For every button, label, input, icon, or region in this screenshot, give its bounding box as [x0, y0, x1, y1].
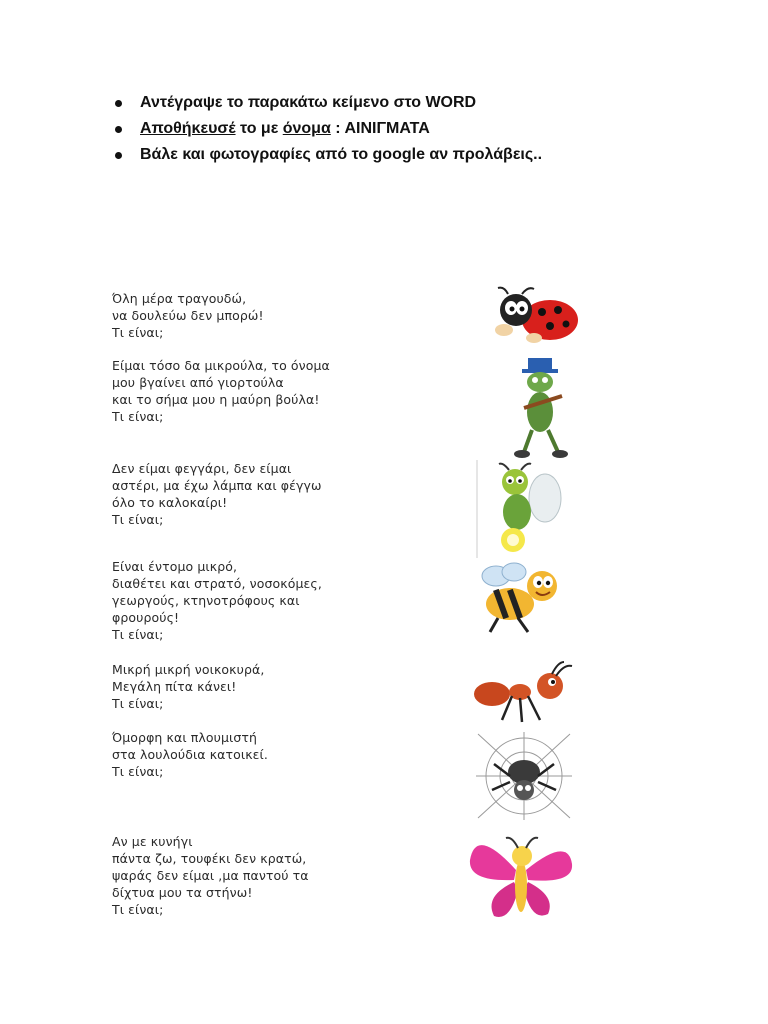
riddle-line: να δουλεύω δεν μπορώ!	[112, 308, 264, 323]
instruction-text-underlined: όνομα	[282, 120, 331, 137]
instruction-text-underlined: Αποθήκευσέ	[140, 120, 236, 137]
riddle-line: στα λουλούδια κατοικεί.	[112, 747, 268, 762]
riddle-ladybug	[112, 290, 372, 341]
riddle-question: Τι είναι;	[112, 764, 164, 779]
riddle-question: Τι είναι;	[112, 409, 164, 424]
riddle-grasshopper	[112, 357, 372, 425]
firefly-icon	[475, 460, 571, 558]
bee-icon	[474, 562, 566, 636]
spider-icon	[474, 730, 574, 822]
riddle-question: Τι είναι;	[112, 325, 164, 340]
riddle-line: διαθέτει και στρατό, νοσοκόμες,	[112, 576, 322, 591]
ladybug-icon	[486, 286, 582, 348]
riddle-line: Αν με κυνήγι	[112, 834, 193, 849]
riddle-question: Τι είναι;	[112, 696, 164, 711]
riddle-line: όλο το καλοκαίρι!	[112, 495, 228, 510]
riddle-line: Είναι έντομο μικρό,	[112, 559, 238, 574]
riddle-line: ψαράς δεν είμαι ,μα παντού τα	[112, 868, 309, 883]
riddle-line: Είμαι τόσο δα μικρούλα, το όνομα	[112, 358, 330, 373]
grasshopper-icon	[510, 356, 574, 460]
riddle-line: Όμορφη και πλουμιστή	[112, 730, 257, 745]
riddle-line: Όλη μέρα τραγουδώ,	[112, 291, 247, 306]
riddle-line: μου βγαίνει από γιορτούλα	[112, 375, 284, 390]
riddle-line: γεωργούς, κτηνοτρόφους και	[112, 593, 300, 608]
riddle-line: δίχτυα μου τα στήνω!	[112, 885, 253, 900]
instruction-text: Βάλε και φωτογραφίες από το google αν προλάβεις..	[140, 146, 543, 163]
riddle-line: φρουρούς!	[112, 610, 180, 625]
riddle-firefly	[112, 460, 372, 528]
instruction-text: Αντέγραψε το παρακάτω κείμενο στο WORD	[140, 94, 477, 111]
riddle-line: αστέρι, μα έχω λάμπα και φέγγω	[112, 478, 322, 493]
riddle-bee	[112, 558, 372, 643]
riddle-ant	[112, 661, 372, 712]
riddle-line: Μικρή μικρή νοικοκυρά,	[112, 662, 265, 677]
riddle-line: και το σήμα μου η μαύρη βούλα!	[112, 392, 320, 407]
riddle-butterfly	[112, 833, 372, 918]
riddle-line: πάντα ζω, τουφέκι δεν κρατώ,	[112, 851, 307, 866]
riddle-question: Τι είναι;	[112, 902, 164, 917]
riddle-question: Τι είναι;	[112, 512, 164, 527]
riddle-question: Τι είναι;	[112, 627, 164, 642]
ant-icon	[472, 660, 576, 728]
riddle-line: Μεγάλη πίτα κάνει!	[112, 679, 237, 694]
instruction-text: το με	[235, 120, 283, 137]
riddle-spider	[112, 729, 372, 780]
riddle-line: Δεν είμαι φεγγάρι, δεν είμαι	[112, 461, 292, 476]
butterfly-icon	[466, 830, 576, 928]
instruction-text: : ΑΙΝΙΓΜΑΤΑ	[330, 120, 430, 137]
